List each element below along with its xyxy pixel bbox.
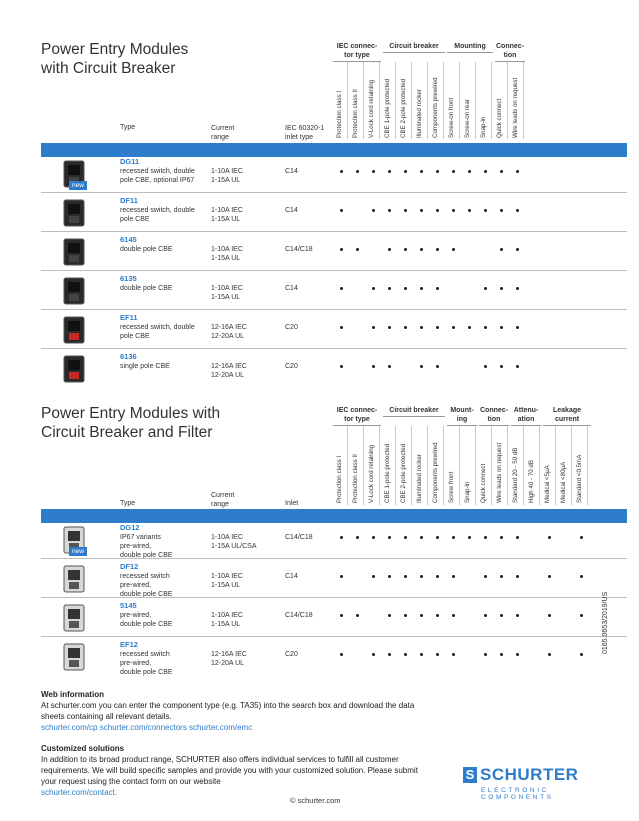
feature-dot	[580, 536, 583, 539]
feature-dot	[484, 209, 487, 212]
s2-group-attenuation: Attenu- ation	[511, 406, 541, 426]
feature-dot	[372, 209, 375, 212]
feature-dot	[340, 365, 343, 368]
feature-dot	[468, 209, 471, 212]
feature-dot	[404, 653, 407, 656]
s2-feature-1: Protection class II	[352, 454, 359, 503]
feature-dot	[388, 248, 391, 251]
product-name-link[interactable]: DF12	[120, 562, 139, 571]
feature-dot	[372, 287, 375, 290]
s2-feature-0: Protection class I	[336, 455, 343, 503]
feature-dot	[388, 536, 391, 539]
feature-dot	[516, 170, 519, 173]
feature-dot	[340, 287, 343, 290]
feature-dot	[436, 209, 439, 212]
s2-col-divider	[539, 426, 540, 505]
feature-dot	[436, 248, 439, 251]
s2-feature-10: Wire leads on request	[496, 442, 503, 503]
s1-blue-bar	[41, 143, 627, 157]
feature-dot	[372, 365, 375, 368]
current-range: 1-10A IEC 1-15A UL	[211, 573, 243, 589]
feature-dot	[548, 575, 551, 578]
s2-group-mounting: Mount- ing	[447, 406, 477, 426]
feature-dot	[340, 209, 343, 212]
s2-col-divider	[347, 426, 348, 505]
document-id: 0165.0653/2019/US	[602, 591, 609, 654]
feature-dot	[436, 287, 439, 290]
s1-feature-4: CBE 2-pole protected	[400, 78, 407, 138]
inlet-type: C20	[285, 651, 298, 658]
feature-dot	[356, 614, 359, 617]
s2-header-current: Current range	[211, 492, 235, 508]
current-range: 12-16A IEC 12-20A UL	[211, 324, 247, 340]
custom-solutions-block	[41, 743, 426, 798]
feature-dot	[436, 575, 439, 578]
feature-dot	[340, 170, 343, 173]
feature-dot	[436, 326, 439, 329]
feature-dot	[580, 575, 583, 578]
feature-dot	[404, 614, 407, 617]
s2-feature-4: CBE 2-pole protected	[400, 443, 407, 503]
feature-dot	[340, 575, 343, 578]
s2-col-divider	[395, 426, 396, 505]
feature-dot	[340, 536, 343, 539]
s2-group-connection: Connec- tion	[479, 406, 509, 426]
inlet-type: C14/C18	[285, 612, 313, 619]
s2-col-divider	[523, 426, 524, 505]
feature-dot	[452, 170, 455, 173]
feature-dot	[372, 653, 375, 656]
feature-dot	[436, 170, 439, 173]
current-range: 1-10A IEC 1-15A UL	[211, 285, 243, 301]
s2-col-divider	[587, 426, 588, 505]
s1-col-divider	[395, 62, 396, 139]
s1-group-mounting: Mounting	[447, 42, 493, 53]
feature-dot	[500, 653, 503, 656]
s2-col-divider	[427, 426, 428, 505]
product-image-icon	[58, 276, 90, 306]
feature-dot	[388, 209, 391, 212]
product-image-icon	[58, 642, 90, 672]
feature-dot	[484, 614, 487, 617]
s2-feature-11: Standard 20 - 50 dB	[512, 447, 519, 503]
s1-col-divider	[379, 62, 380, 139]
custom-solutions-text: In addition to its broad product range, SCHURTER also offers individual services to fulfill all customer requirements. We will build specific samples and provide you with your customized solution. Please submit your request using the contact form on our website	[41, 755, 418, 786]
product-name-link[interactable]: 6136	[120, 352, 137, 361]
web-info-links[interactable]: schurter.com/cp schurter.com/connectors schurter.com/emc	[41, 723, 253, 732]
s2-feature-15: Standard <0.5mA	[576, 454, 583, 503]
feature-dot	[500, 536, 503, 539]
product-image-icon	[58, 354, 90, 384]
feature-dot	[516, 614, 519, 617]
row-separator	[41, 270, 627, 271]
inlet-type: C14/C18	[285, 534, 313, 541]
feature-dot	[452, 326, 455, 329]
feature-dot	[340, 248, 343, 251]
current-range: 1-10A IEC 1-15A UL	[211, 246, 243, 262]
feature-dot	[388, 614, 391, 617]
s1-group-cb: Circuit breaker	[383, 42, 445, 53]
feature-dot	[420, 248, 423, 251]
product-description: recessed switch, double pole CBE, optional IP67	[120, 168, 195, 184]
s1-feature-6: Components prewired	[432, 77, 439, 138]
product-name-link[interactable]: 6135	[120, 274, 137, 283]
feature-dot	[356, 170, 359, 173]
s2-col-divider	[571, 426, 572, 505]
product-name-link[interactable]: DG12	[120, 523, 140, 532]
product-description: IP67 variants pre-wired, double pole CBE	[120, 534, 173, 559]
current-range: 1-10A IEC 1-15A UL	[211, 168, 243, 184]
feature-dot	[420, 326, 423, 329]
inlet-type: C14	[285, 168, 298, 175]
logo-tagline: ELECTRONIC COMPONENTS	[481, 787, 554, 801]
s1-feature-1: Protection class II	[352, 89, 359, 138]
inlet-type: C14	[285, 573, 298, 580]
web-info-heading: Web information	[41, 690, 104, 699]
custom-solutions-heading: Customized solutions	[41, 744, 125, 753]
s1-col-divider	[475, 62, 476, 139]
feature-dot	[500, 170, 503, 173]
feature-dot	[500, 209, 503, 212]
s1-col-divider	[443, 62, 444, 139]
feature-dot	[388, 287, 391, 290]
copyright: © schurter.com	[290, 796, 341, 805]
feature-dot	[516, 575, 519, 578]
s2-col-divider	[411, 426, 412, 505]
feature-dot	[500, 614, 503, 617]
product-image-icon	[58, 315, 90, 345]
feature-dot	[356, 536, 359, 539]
logo-name: SCHURTER	[480, 765, 579, 784]
s2-col-divider	[475, 426, 476, 505]
feature-dot	[340, 653, 343, 656]
inlet-type: C14	[285, 285, 298, 292]
feature-dot	[436, 365, 439, 368]
product-name-link[interactable]: DG11	[120, 157, 140, 166]
feature-dot	[500, 326, 503, 329]
s2-col-divider	[555, 426, 556, 505]
s2-feature-7: Screw front	[448, 471, 455, 503]
feature-dot	[484, 575, 487, 578]
feature-dot	[388, 653, 391, 656]
s2-col-divider	[379, 426, 380, 505]
feature-dot	[516, 209, 519, 212]
s2-group-iec: IEC connec- tor type	[333, 406, 381, 426]
feature-dot	[484, 365, 487, 368]
feature-dot	[420, 209, 423, 212]
row-separator	[41, 309, 627, 310]
section1-title: Power Entry Modules with Circuit Breaker	[41, 41, 189, 77]
s2-header-inlet: Inlet	[285, 500, 299, 507]
feature-dot	[404, 170, 407, 173]
row-separator	[41, 597, 627, 598]
inlet-type: C14/C18	[285, 246, 313, 253]
feature-dot	[500, 287, 503, 290]
feature-dot	[388, 170, 391, 173]
feature-dot	[500, 365, 503, 368]
feature-dot	[516, 248, 519, 251]
web-info-text: At schurter.com you can enter the component type (e.g. TA35) into the search box and download the data sheets containing all relevant details.	[41, 701, 415, 721]
feature-dot	[404, 248, 407, 251]
row-separator	[41, 636, 627, 637]
product-image-icon	[58, 564, 90, 594]
s2-col-divider	[491, 426, 492, 505]
feature-dot	[356, 248, 359, 251]
feature-dot	[516, 287, 519, 290]
s1-feature-9: Snap-in	[480, 116, 487, 138]
s1-col-divider	[523, 62, 524, 139]
row-separator	[41, 231, 627, 232]
s1-col-divider	[507, 62, 508, 139]
feature-dot	[516, 365, 519, 368]
feature-dot	[484, 653, 487, 656]
s1-feature-8: Screw-on rear	[464, 99, 471, 138]
s2-feature-3: CBE 1-pole protected	[384, 443, 391, 503]
s1-feature-10: Quick connect	[496, 98, 503, 138]
contact-link[interactable]: schurter.com/contact.	[41, 788, 118, 797]
s2-feature-5: Illuminated rocker	[416, 454, 423, 503]
feature-dot	[404, 287, 407, 290]
feature-dot	[452, 575, 455, 578]
s1-feature-5: Illuminated rocker	[416, 89, 423, 138]
s2-group-cb: Circuit breaker	[383, 406, 445, 417]
product-image-icon	[58, 603, 90, 633]
feature-dot	[468, 536, 471, 539]
s1-feature-3: CBE 1-pole protected	[384, 78, 391, 138]
s2-col-divider	[459, 426, 460, 505]
product-name-link[interactable]: EF11	[120, 313, 138, 322]
product-description: recessed switch, double pole CBE	[120, 324, 195, 340]
s2-feature-13: Medical <5µA	[544, 465, 551, 503]
feature-dot	[452, 209, 455, 212]
s2-feature-9: Quick connect	[480, 463, 487, 503]
logo-mark-icon: S	[463, 767, 477, 783]
feature-dot	[420, 365, 423, 368]
s2-col-divider	[443, 426, 444, 505]
inlet-type: C14	[285, 207, 298, 214]
s1-header-current: Current range	[211, 125, 235, 141]
feature-dot	[484, 536, 487, 539]
product-description: recessed switch pre-wired, double pole CBE	[120, 573, 173, 598]
s1-col-divider	[491, 62, 492, 139]
s1-col-divider	[427, 62, 428, 139]
feature-dot	[580, 614, 583, 617]
feature-dot	[516, 326, 519, 329]
s1-group-iec: IEC connec- tor type	[333, 42, 381, 62]
s1-feature-11: Wire leads on request	[512, 77, 519, 138]
product-description: recessed switch pre-wired, double pole CBE	[120, 651, 173, 676]
feature-dot	[548, 536, 551, 539]
s1-header-type: Type	[120, 124, 136, 131]
s2-feature-14: Medical <80µA	[560, 461, 567, 503]
current-range: 12-16A IEC 12-20A UL	[211, 363, 247, 379]
feature-dot	[452, 536, 455, 539]
s2-header-type: Type	[120, 500, 136, 507]
feature-dot	[340, 326, 343, 329]
feature-dot	[580, 653, 583, 656]
product-description: double pole CBE	[120, 246, 173, 253]
inlet-type: C20	[285, 324, 298, 331]
s1-col-divider	[347, 62, 348, 139]
feature-dot	[452, 248, 455, 251]
s2-col-divider	[507, 426, 508, 505]
product-description: double pole CBE	[120, 285, 173, 292]
product-description: recessed switch, double pole CBE	[120, 207, 195, 223]
feature-dot	[452, 614, 455, 617]
product-image-icon	[58, 198, 90, 228]
s1-col-divider	[459, 62, 460, 139]
current-range: 1-10A IEC 1-15A UL/CSA	[211, 534, 257, 550]
feature-dot	[372, 326, 375, 329]
feature-dot	[372, 575, 375, 578]
feature-dot	[420, 287, 423, 290]
product-name-link[interactable]: 5145	[120, 601, 137, 610]
s1-header-inlet: IEC 60320-1 inlet type	[285, 125, 325, 141]
s1-col-divider	[411, 62, 412, 139]
feature-dot	[388, 326, 391, 329]
s1-group-connection: Connec- tion	[495, 42, 525, 62]
row-separator	[41, 558, 627, 559]
s2-feature-12: High 40 - 70 dB	[528, 460, 535, 503]
feature-dot	[404, 209, 407, 212]
s2-group-leakage: Leakage current	[543, 406, 591, 426]
web-info-block	[41, 689, 421, 733]
product-image-icon	[58, 237, 90, 267]
product-name-link[interactable]: DF11	[120, 196, 138, 205]
feature-dot	[388, 575, 391, 578]
feature-dot	[404, 575, 407, 578]
section2-title: Power Entry Modules with Circuit Breaker and Filter	[41, 405, 221, 441]
current-range: 12-16A IEC 12-20A UL	[211, 651, 247, 667]
feature-dot	[420, 614, 423, 617]
feature-dot	[436, 653, 439, 656]
product-name-link[interactable]: EF12	[120, 640, 138, 649]
feature-dot	[468, 170, 471, 173]
new-badge: new	[69, 181, 87, 190]
schurter-logo	[463, 766, 621, 802]
feature-dot	[484, 170, 487, 173]
inlet-type: C20	[285, 363, 298, 370]
feature-dot	[436, 614, 439, 617]
s1-feature-7: Screw-on front	[448, 97, 455, 138]
feature-dot	[420, 536, 423, 539]
s1-feature-0: Protection class I	[336, 90, 343, 138]
feature-dot	[500, 575, 503, 578]
product-description: pre-wired, double pole CBE	[120, 612, 173, 628]
s2-feature-2: V-Lock cord retaining	[368, 444, 375, 503]
product-description: single pole CBE	[120, 363, 170, 370]
feature-dot	[388, 365, 391, 368]
feature-dot	[468, 326, 471, 329]
feature-dot	[548, 614, 551, 617]
s1-col-divider	[363, 62, 364, 139]
row-separator	[41, 192, 627, 193]
feature-dot	[404, 326, 407, 329]
feature-dot	[500, 248, 503, 251]
feature-dot	[484, 287, 487, 290]
product-name-link[interactable]: 6145	[120, 235, 137, 244]
feature-dot	[548, 653, 551, 656]
feature-dot	[420, 170, 423, 173]
s2-feature-8: Snap-in	[464, 481, 471, 503]
current-range: 1-10A IEC 1-15A UL	[211, 207, 243, 223]
feature-dot	[372, 536, 375, 539]
feature-dot	[372, 170, 375, 173]
feature-dot	[436, 536, 439, 539]
feature-dot	[516, 536, 519, 539]
feature-dot	[516, 653, 519, 656]
feature-dot	[340, 614, 343, 617]
new-badge: new	[69, 547, 87, 556]
feature-dot	[420, 653, 423, 656]
current-range: 1-10A IEC 1-15A UL	[211, 612, 243, 628]
s2-blue-bar	[41, 509, 627, 523]
feature-dot	[420, 575, 423, 578]
s2-feature-6: Components prewired	[432, 442, 439, 503]
feature-dot	[404, 536, 407, 539]
feature-dot	[484, 326, 487, 329]
row-separator	[41, 348, 627, 349]
s1-feature-2: V-Lock cord retaining	[368, 79, 375, 138]
s2-col-divider	[363, 426, 364, 505]
feature-dot	[452, 653, 455, 656]
